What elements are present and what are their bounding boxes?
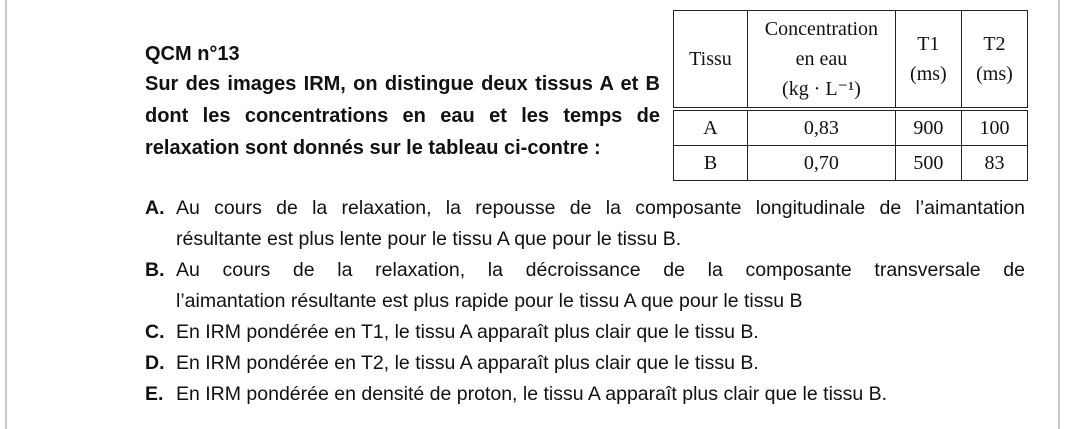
option-text-line: Au cours de la relaxation, la décroissance de la composante transversale de — [176, 259, 1025, 281]
header-t1-unit: (ms) — [910, 63, 947, 85]
page-left-border — [5, 0, 7, 429]
header-t2-label: T2 — [983, 33, 1006, 55]
header-t1-label: T1 — [917, 33, 940, 55]
tissue-data-table — [673, 10, 1028, 181]
header-concentration — [747, 11, 895, 110]
header-t2-unit: (ms) — [976, 63, 1013, 85]
header-tissu-label: Tissu — [689, 48, 732, 70]
page-right-border — [1058, 0, 1060, 429]
question-stem-line-3: relaxation sont donnés sur le tableau ci-contre : — [145, 137, 601, 159]
answer-options — [145, 193, 1025, 410]
cell-concentration: 0,70 — [747, 146, 895, 181]
cell-concentration: 0,83 — [747, 109, 895, 146]
option-letter: C. — [145, 321, 165, 343]
header-t2 — [961, 11, 1027, 110]
question-stem-line-2: dont les concentrations en eau et les temps de — [145, 105, 660, 127]
question-intro — [145, 38, 660, 164]
header-tissu — [674, 11, 748, 110]
option-text-line: résultante est plus lente pour le tissu A que pour le tissu B. — [176, 228, 682, 250]
cell-tissu: B — [674, 146, 748, 181]
header-concentration-line1: Concentration — [764, 18, 879, 40]
table-header-row — [674, 11, 1028, 110]
option-d — [145, 348, 1025, 379]
option-b — [145, 255, 1025, 317]
option-text-line: Au cours de la relaxation, la repousse de la composante longitudinale de l’aimantation — [176, 197, 1025, 219]
option-a — [145, 193, 1025, 255]
cell-tissu: A — [674, 109, 748, 146]
cell-t1: 500 — [895, 146, 961, 181]
option-e — [145, 379, 1025, 410]
option-c — [145, 317, 1025, 348]
cell-t2: 83 — [961, 146, 1027, 181]
option-letter: D. — [145, 352, 165, 374]
question-stem-line-1: Sur des images IRM, on distingue deux tissus A et B — [145, 73, 660, 95]
option-letter: B. — [145, 259, 165, 281]
cell-t1: 900 — [895, 109, 961, 146]
option-text-line: En IRM pondérée en densité de proton, le tissu A apparaît plus clair que le tissu B. — [176, 383, 888, 405]
table-row — [674, 146, 1028, 181]
option-text-line: En IRM pondérée en T2, le tissu A apparaît plus clair que le tissu B. — [176, 352, 759, 374]
table-row — [674, 109, 1028, 146]
option-letter: A. — [145, 197, 165, 219]
header-t1 — [895, 11, 961, 110]
question-title: QCM n°13 — [145, 43, 240, 65]
option-text-line: En IRM pondérée en T1, le tissu A apparaît plus clair que le tissu B. — [176, 321, 759, 343]
cell-t2: 100 — [961, 109, 1027, 146]
option-letter: E. — [145, 383, 164, 405]
header-concentration-unit: (kg · L⁻¹) — [782, 78, 861, 100]
header-concentration-line2: en eau — [795, 48, 848, 70]
option-text-line: l’aimantation résultante est plus rapide pour le tissu A que pour le tissu B — [176, 290, 803, 312]
